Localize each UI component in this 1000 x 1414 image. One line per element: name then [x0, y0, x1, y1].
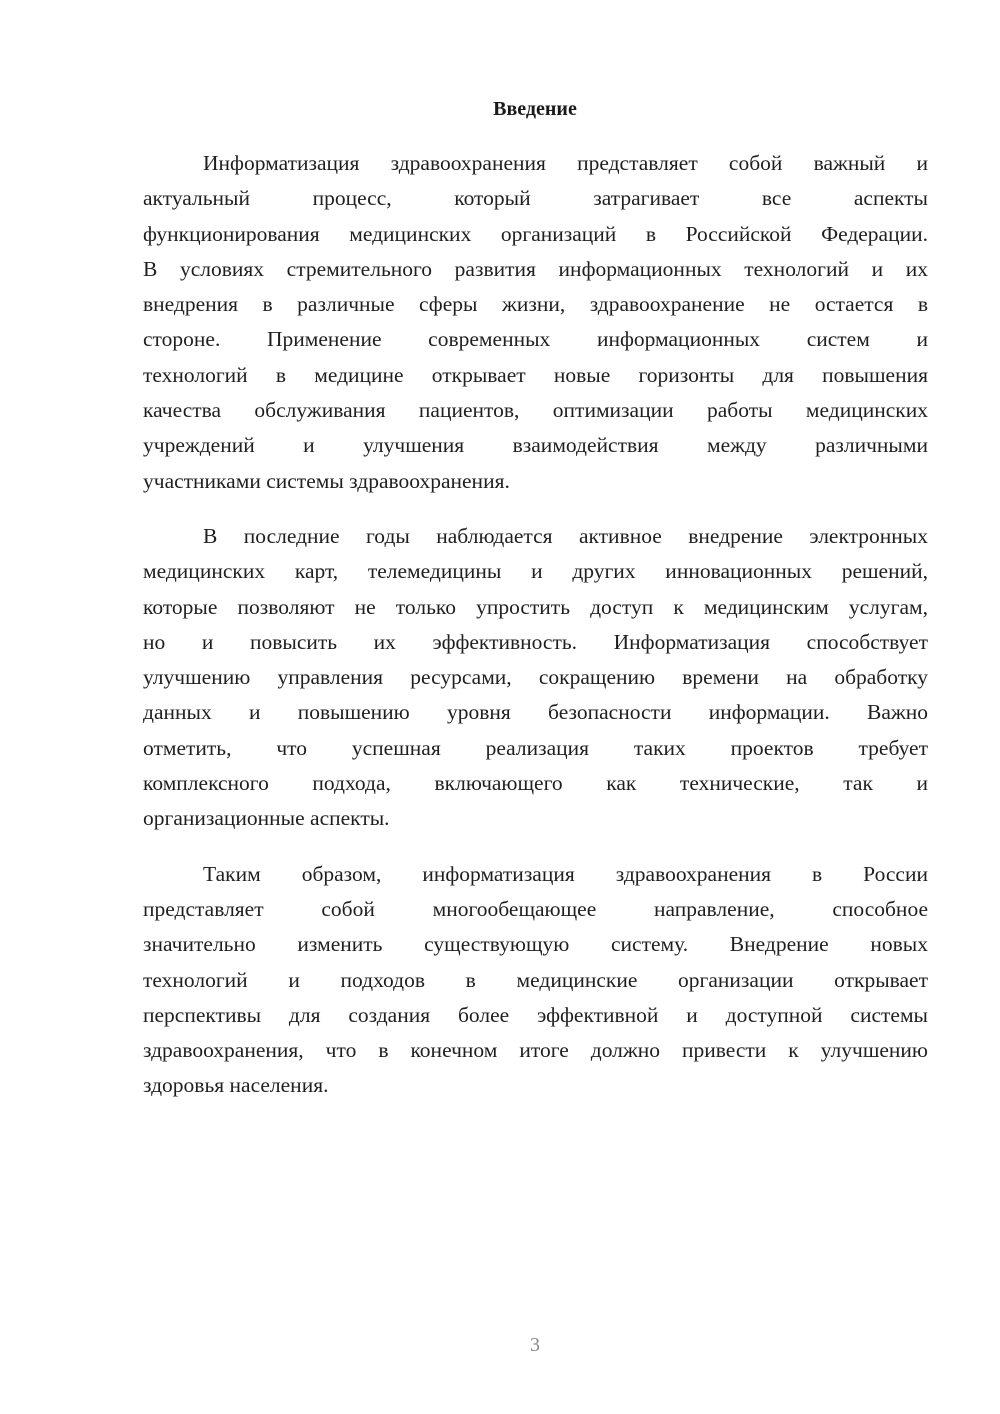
text-line: значительно изменить существующую систему. Внедрение новых — [143, 932, 928, 957]
text-line: отметить, что успешная реализация таких проектов требует — [143, 735, 928, 760]
text-line: перспективы для создания более эффективной и доступной системы — [143, 1002, 928, 1027]
text-line: качества обслуживания пациентов, оптимизации работы медицинских — [143, 398, 928, 423]
text-line: технологий и подходов в медицинские организации открывает — [143, 967, 928, 992]
page-number: 3 — [530, 1334, 540, 1356]
text-line: здравоохранения, что в конечном итоге должно привести к улучшению — [143, 1038, 928, 1063]
body-text — [143, 146, 928, 1124]
text-line: Информатизация здравоохранения представляет собой важный и — [203, 151, 928, 175]
text-line: актуальный процесс, который затрагивает все аспекты — [143, 186, 928, 211]
text-line: Таким образом, информатизация здравоохранения в России — [203, 861, 928, 886]
text-line: учреждений и улучшения взаимодействия между различными — [143, 433, 928, 458]
text-line: но и повысить их эффективность. Информатизация способствует — [143, 629, 928, 654]
text-line: здоровья населения. — [143, 1073, 329, 1098]
text-line: участниками системы здравоохранения. — [143, 468, 510, 493]
text-line: которые позволяют не только упростить доступ к медицинским услугам, — [143, 594, 928, 619]
text-line: технологий в медицине открывает новые горизонты для повышения — [143, 362, 928, 387]
text-line: комплексного подхода, включающего как технические, так и — [143, 771, 928, 796]
text-line: внедрения в различные сферы жизни, здравоохранение не остается в — [143, 292, 928, 317]
text-line: данных и повышению уровня безопасности информации. Важно — [143, 700, 928, 725]
section-title: Введение — [493, 98, 577, 120]
text-line: улучшению управления ресурсами, сокращению времени на обработку — [143, 665, 928, 690]
text-line: представляет собой многообещающее направление, способное — [143, 896, 928, 921]
text-line: стороне. Применение современных информационных систем и — [143, 327, 928, 352]
text-line: организационные аспекты. — [143, 806, 390, 831]
paragraph — [143, 519, 928, 837]
text-line: В условиях стремительного развития информационных технологий и их — [143, 256, 928, 281]
paragraph — [143, 146, 928, 499]
text-line: медицинских карт, телемедицины и других инновационных решений, — [143, 559, 928, 584]
text-line: функционирования медицинских организаций в Российской Федерации. — [143, 221, 928, 246]
paragraph — [143, 857, 928, 1104]
text-line: В последние годы наблюдается активное внедрение электронных — [203, 523, 928, 548]
